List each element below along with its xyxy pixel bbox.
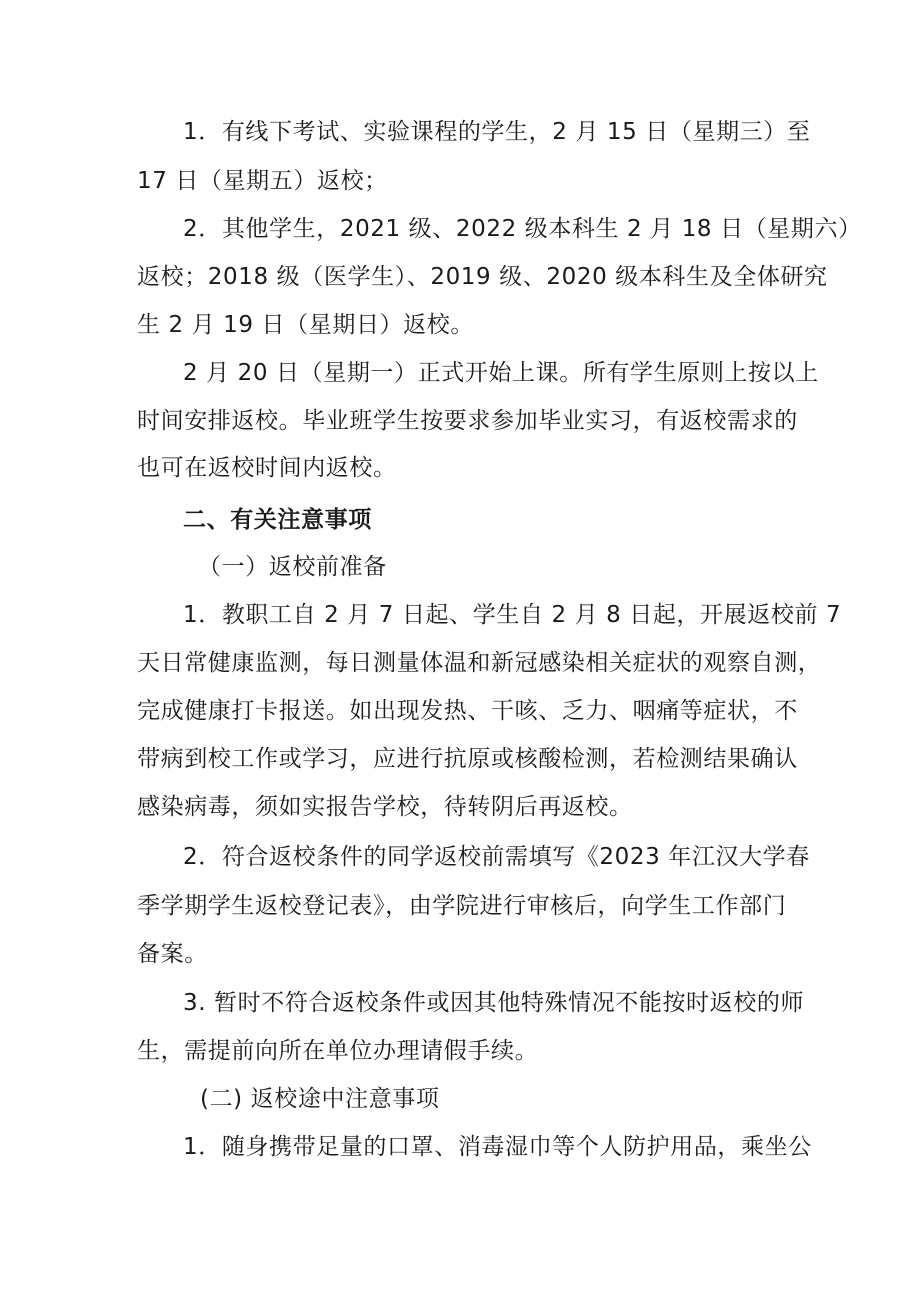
paragraph-line: 完成健康打卡报送。如出现发热、干咳、乏力、咽痛等症状，不 (137, 698, 798, 724)
paragraph-line: 3. 暂时不符合返校条件或因其他特殊情况不能按时返校的师 (183, 990, 805, 1016)
paragraph-line: 返校；2018 级（医学生）、2019 级、2020 级本科生及全体研究 (137, 264, 828, 290)
paragraph-line: 带病到校工作或学习，应进行抗原或核酸检测，若检测结果确认 (137, 746, 798, 772)
paragraph-line: 2 月 20 日（星期一）正式开始上课。所有学生原则上按以上 (183, 360, 819, 386)
paragraph-line: 1．有线下考试、实验课程的学生，2 月 15 日（星期三）至 (183, 119, 811, 145)
paragraph-line: 感染病毒，须如实报告学校，待转阴后再返校。 (137, 794, 633, 820)
paragraph-line: 1．随身携带足量的口罩、消毒湿巾等个人防护用品，乘坐公 (183, 1134, 812, 1160)
paragraph-line: 也可在返校时间内返校。 (137, 455, 397, 481)
paragraph-line: 17 日（星期五）返校； (137, 168, 388, 194)
paragraph-line: 天日常健康监测，每日测量体温和新冠感染相关症状的观察自测， (137, 650, 822, 676)
paragraph-line: 2．符合返校条件的同学返校前需填写《2023 年江汉大学春 (183, 844, 810, 870)
section-heading: 二、有关注意事项 (183, 507, 372, 533)
paragraph-line: 时间安排返校。毕业班学生按要求参加毕业实习，有返校需求的 (137, 408, 798, 434)
paragraph-line: 生 2 月 19 日（星期日）返校。 (137, 312, 474, 338)
paragraph-line: 1．教职工自 2 月 7 日起、学生自 2 月 8 日起，开展返校前 7 (183, 602, 842, 628)
subsection-heading: （一）返校前准备 (198, 554, 387, 580)
paragraph-line: 生，需提前向所在单位办理请假手续。 (137, 1038, 539, 1064)
paragraph-line: 季学期学生返校登记表》，由学院进行审核后，向学生工作部门 (137, 893, 787, 919)
paragraph-line: 2．其他学生，2021 级、2022 级本科生 2 月 18 日（星期六） (183, 216, 862, 242)
subsection-heading: (二) 返校途中注意事项 (200, 1086, 440, 1112)
paragraph-line: 备案。 (137, 941, 208, 967)
